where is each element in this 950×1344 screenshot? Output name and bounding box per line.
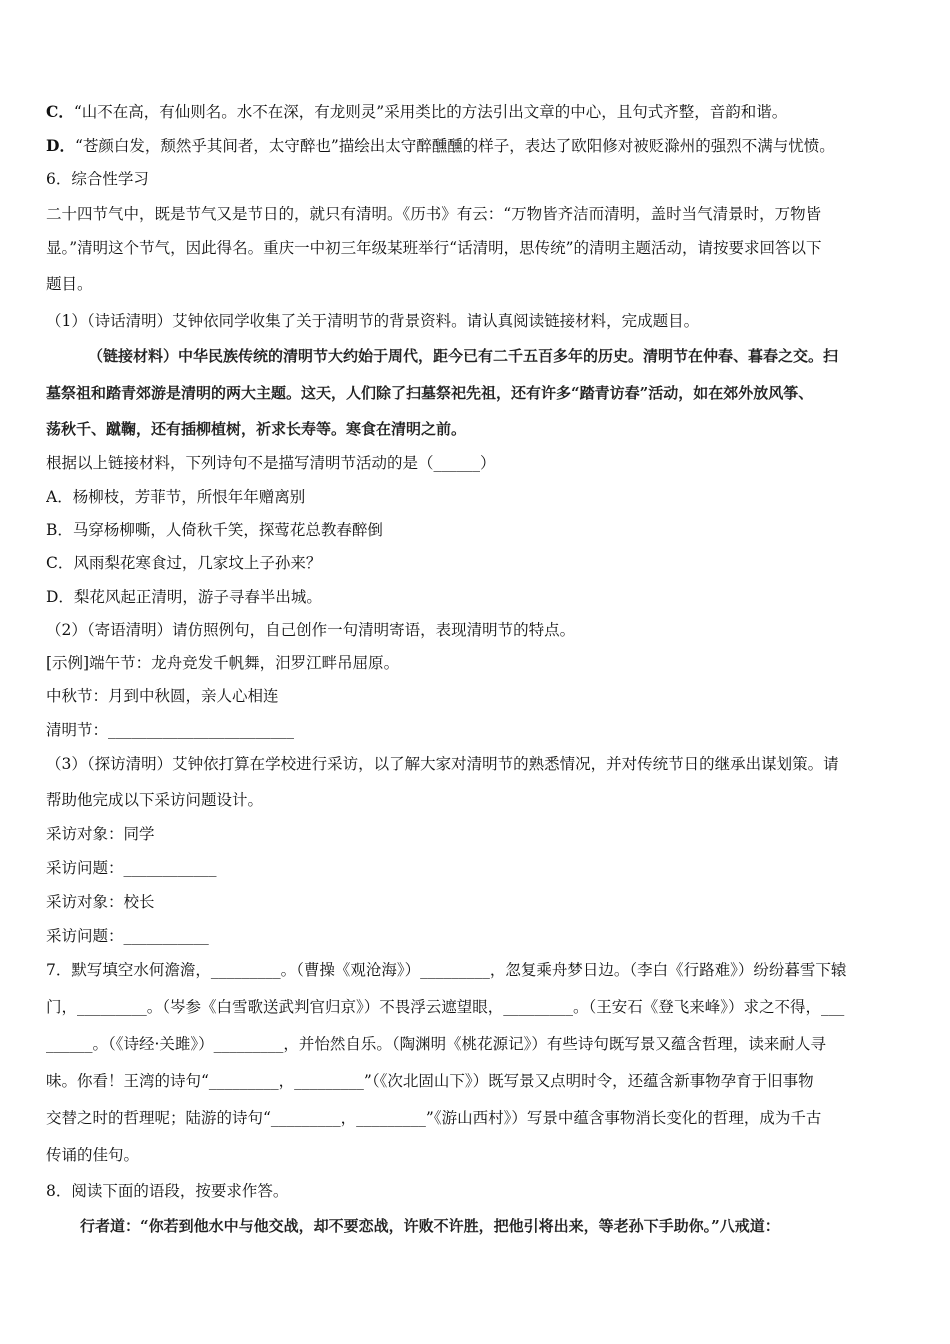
q6-intro-line-1: 二十四节气中，既是节气又是节日的，就只有清明。《历书》有云：“万物皆齐洁而清明，盖时当气清景时，万物皆 — [46, 205, 822, 223]
choice-c: C．风雨梨花寒食过，几家坟上子孙来？ — [46, 554, 322, 572]
link-material-line-2: 墓祭祖和踏青郊游是清明的两大主题。这天，人们除了扫墓祭祀先祖，还有许多“踏青访春”活动，如在郊外放风筝、 — [46, 384, 814, 402]
question-7-line-2: 门，_________。（岑参《白雪歌送武判官归京》）不畏浮云遮望眼，_________。（王安石《登飞来峰》）求之不得，___ — [46, 998, 845, 1016]
question-7-line-5: 交替之时的哲理呢；陆游的诗句“_________，_________”《游山西村》）写景中蕴含事物消长变化的哲理，成为千古 — [46, 1109, 822, 1127]
choice-a: A．杨柳枝，芳菲节，所恨年年赠离别 — [46, 488, 306, 506]
q6-part1-question: 根据以上链接材料，下列诗句不是描写清明节活动的是（______） — [46, 454, 496, 472]
choice-d: D．梨花风起正清明，游子寻春半出城。 — [46, 588, 322, 606]
question-8-title: 8．阅读下面的语段，按要求作答。 — [46, 1182, 289, 1200]
interview-question-1: 采访问题：____________ — [46, 859, 217, 877]
interviewee-1: 采访对象：同学 — [46, 825, 155, 843]
question-7-line-3: ______。（《诗经·关雎》）_________，并怡然自乐。（陶渊明《桃花源记》）有些诗句既写景又蕴含哲理，读来耐人寻 — [46, 1035, 826, 1053]
example-line: [示例]端午节：龙舟竞发千帆舞，汨罗江畔吊屈原。 — [46, 654, 400, 672]
link-material-line-3: 荡秋千、蹴鞠，还有插柳植树，祈求长寿等。寒食在清明之前。 — [46, 420, 467, 438]
mid-autumn-line: 中秋节：月到中秋圆，亲人心相连 — [46, 687, 279, 705]
link-material-line-1: （链接材料）中华民族传统的清明节大约始于周代，距今已有二千五百多年的历史。清明节在仲春、暮春之交。扫 — [88, 347, 839, 365]
q6-intro-line-3: 题目。 — [46, 275, 93, 293]
option-d-text: “苍颜白发，颓然乎其间者，太守醉也”描绘出太守醉醺醺的样子，表达了欧阳修对被贬滁州的强烈不满与忧愤。 — [74, 137, 835, 155]
option-c-letter: C． — [46, 102, 74, 121]
q6-part3-prompt-line-2: 帮助他完成以下采访问题设计。 — [46, 791, 264, 809]
question-8-passage-line-1: 行者道：“你若到他水中与他交战，却不要恋战，许败不许胜，把他引将出来，等老孙下手助你。”八戒道： — [80, 1217, 780, 1235]
interviewee-2: 采访对象：校长 — [46, 893, 155, 911]
option-c-text: “山不在高，有仙则名。水不在深，有龙则灵”采用类比的方法引出文章的中心，且句式齐整，音韵和谐。 — [73, 103, 788, 121]
qingming-blank-line: 清明节：________________________ — [46, 721, 295, 739]
interview-question-2: 采访问题：___________ — [46, 927, 209, 945]
question-7-line-1: 7．默写填空水何澹澹，_________。（曹操《观沧海》）_________，忽复乘舟梦日边。（李白《行路难》）纷纷暮雪下辕 — [46, 961, 847, 979]
q6-part2-prompt: （2）（寄语清明）请仿照例句，自己创作一句清明寄语，表现清明节的特点。 — [46, 621, 576, 639]
question-7-line-4: 味。你看！王湾的诗句“_________，_________”（《次北固山下》）既写景又点明时令，还蕴含新事物孕育于旧事物 — [46, 1072, 814, 1090]
q6-part3-prompt-line-1: （3）（探访清明）艾钟依打算在学校进行采访，以了解大家对清明节的熟悉情况，并对传统节日的继承出谋划策。请 — [46, 755, 839, 773]
question-6-title: 6．综合性学习 — [46, 170, 149, 188]
q6-intro-line-2: 显。”清明这个节气，因此得名。重庆一中初三年级某班举行“话清明，思传统”的清明主题活动，请按要求回答以下 — [46, 239, 822, 257]
choice-b: B．马穿杨柳嘶，人倚秋千笑，探莺花总教春醉倒 — [46, 521, 383, 539]
option-d-line — [46, 135, 908, 157]
q6-part1-prompt: （1）（诗话清明）艾钟依同学收集了关于清明节的背景资料。请认真阅读链接材料，完成题目。 — [46, 312, 700, 330]
option-c-line — [46, 101, 908, 123]
question-7-line-6: 传诵的佳句。 — [46, 1146, 140, 1164]
option-d-letter: D． — [46, 136, 75, 155]
